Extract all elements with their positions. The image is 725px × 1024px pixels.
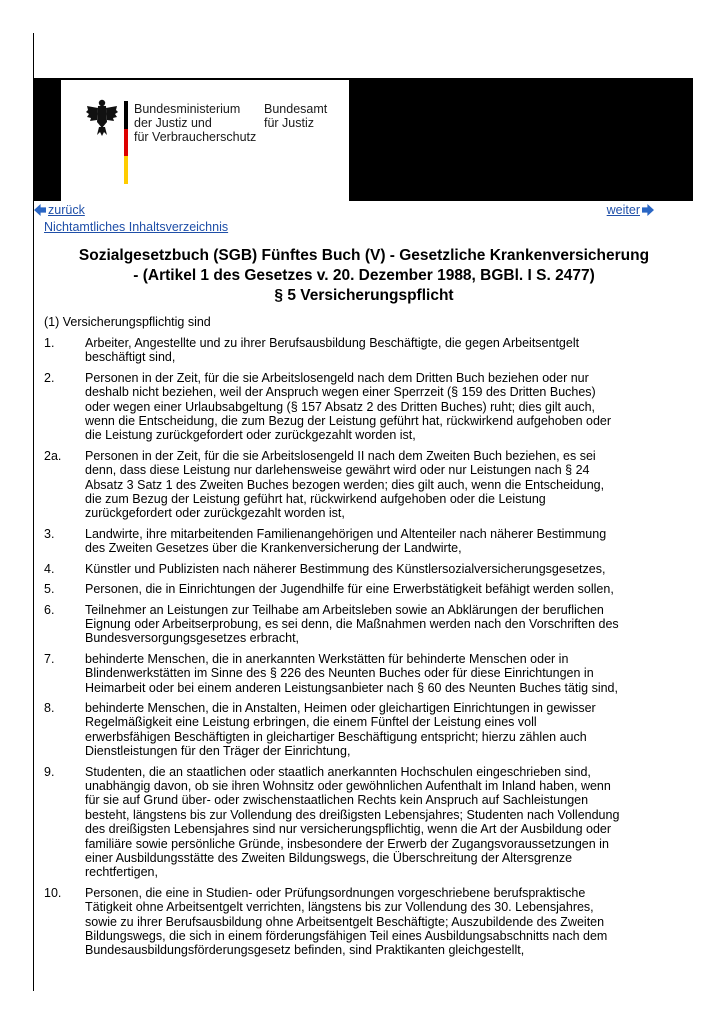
- text-line: Bundesversorgungsgesetzes erbracht,: [85, 631, 300, 646]
- text-line: Blindenwerkstätten im Sinne des § 226 des Neunten Buches oder für diese Einrichtungen in: [85, 666, 594, 681]
- list-item: [44, 701, 664, 759]
- text-line: Dienstleistungen für den Träger der Einrichtung,: [85, 744, 351, 759]
- text-line: Landwirte, ihre mitarbeitenden Familienangehörigen und Altenteiler nach näherer Bestimmung: [85, 526, 607, 541]
- text-line: deshalb nicht beziehen, weil der Anspruch wegen einer Sperrzeit (§ 159 des Dritten Buches): [85, 385, 596, 400]
- paragraph-intro: (1) Versicherungspflichtig sind: [44, 315, 211, 329]
- list-item: [44, 603, 664, 646]
- text-line: Teilnehmer an Leistungen zur Teilhabe am Arbeitsleben sowie an Abklärungen der beruflichen: [85, 602, 604, 617]
- text-line: erwerbsfähigen Beschäftigten in gleichartiger Beschäftigung entspricht; hierzu zählen auch: [85, 729, 587, 744]
- list-item-number: 2.: [44, 370, 55, 385]
- list-item-number: 7.: [44, 651, 55, 666]
- text-line: Künstler und Publizisten nach näherer Bestimmung des Künstlersozialversicherungsgesetzes,: [85, 561, 606, 576]
- list-item-text: [85, 603, 664, 646]
- text-line: behinderte Menschen, die in Anstalten, Heimen oder gleichartigen Einrichtungen in gewisser: [85, 700, 596, 715]
- page-title: [44, 246, 684, 306]
- text-line: oder wegen einer Urlaubsabgeltung (§ 157 Absatz 2 des Dritten Buches) ruht; dies gilt auch,: [85, 399, 596, 414]
- list-item-text: [85, 562, 664, 576]
- list-item-number: 8.: [44, 700, 55, 715]
- list-item-text: [85, 449, 664, 521]
- text-line: Personen, die in Einrichtungen der Jugendhilfe für eine Erwerbstätigkeit befähigt werden sollen,: [85, 582, 614, 597]
- list-item: [44, 562, 664, 576]
- back-nav[interactable]: [34, 203, 85, 217]
- text-line: die Leistung zurückgefordert oder zurückgezahlt worden ist,: [85, 428, 416, 443]
- text-line: familiäre sowie persönliche Gründe, insbesondere der Erwerb der Zugangsvoraussetzungen in: [85, 836, 609, 851]
- toc-link[interactable]: Nichtamtliches Inhaltsverzeichnis: [44, 220, 229, 234]
- back-link[interactable]: zurück: [48, 203, 85, 217]
- list-item: [44, 371, 664, 443]
- list-item: [44, 336, 664, 365]
- text-line: Arbeiter, Angestellte und zu ihrer Berufsausbildung Beschäftigte, die gegen Arbeitsentgelt: [85, 336, 580, 350]
- list-item-number: 1.: [44, 336, 55, 350]
- list-item-number: 3.: [44, 526, 55, 541]
- flag-stripe: [124, 101, 128, 184]
- next-link[interactable]: weiter: [606, 203, 640, 217]
- list-item-text: [85, 582, 664, 596]
- nav-bar: [34, 203, 654, 219]
- list-item-text: [85, 527, 664, 556]
- list-item-number: 5.: [44, 582, 55, 597]
- list-item-text: [85, 336, 664, 365]
- text-line: Bundesausbildungsförderungsgesetz befinden, sind Praktikanten gleichgestellt,: [85, 943, 525, 958]
- section-heading: § 5 Versicherungspflicht: [274, 287, 454, 304]
- flag-gold-stripe: [124, 156, 128, 184]
- ministry-line: der Justiz und: [134, 116, 212, 130]
- list-item-number: 10.: [44, 885, 62, 900]
- arrow-right-icon[interactable]: [642, 204, 654, 216]
- next-nav[interactable]: [607, 203, 654, 217]
- text-line: die zum Bezug der Leistung geführt hat, rückwirkend aufgehoben oder die Leistung: [85, 492, 546, 507]
- text-line: für sie auf Grund über- oder zwischenstaatlichen Rechts kein Anspruch auf Sachleistungen: [85, 793, 589, 808]
- text-line: Personen in der Zeit, für die sie Arbeitslosengeld nach dem Dritten Buch beziehen oder nur: [85, 370, 589, 385]
- list-item: [44, 449, 664, 521]
- text-line: Bildungswegs, die sich in einem förderungsfähigen Teil eines Ausbildungsabschnitts nach dem: [85, 929, 608, 944]
- text-line: behinderte Menschen, die in anerkannten Werkstätten für behinderte Menschen oder in: [85, 651, 569, 666]
- agency-name: [264, 102, 327, 130]
- ministry-line: für Verbraucherschutz: [134, 130, 257, 144]
- text-line: zurückgefordert oder zurückgezahlt worden ist,: [85, 506, 345, 521]
- text-line: denn, dass diese Leistung nur darlehensweise gewährt wird oder nur Leistungen nach § 24: [85, 463, 590, 478]
- title-line: Sozialgesetzbuch (SGB) Fünftes Buch (V) - Gesetzliche Krankenversicherung: [78, 247, 650, 264]
- list-item-text: [85, 371, 664, 443]
- list-item: [44, 582, 664, 596]
- agency-line: Bundesamt: [264, 102, 328, 116]
- ministry-line: Bundesministerium: [134, 102, 241, 116]
- list-item-number: 9.: [44, 764, 55, 779]
- title-line: - (Artikel 1 des Gesetzes v. 20. Dezember 1988, BGBl. I S. 2477): [133, 267, 595, 284]
- list-item-text: [85, 701, 664, 759]
- list-item-text: [85, 652, 664, 695]
- agency-line: für Justiz: [264, 116, 315, 130]
- list-item-text: [85, 886, 664, 958]
- list-item: [44, 652, 664, 695]
- text-line: des Zweiten Gesetzes über die Krankenversicherung der Landwirte,: [85, 541, 462, 556]
- ministry-logo: [61, 80, 349, 201]
- text-line: Personen in der Zeit, für die sie Arbeitslosengeld II nach dem Zweiten Buch beziehen, es sei: [85, 448, 596, 463]
- provision-list: [44, 336, 664, 964]
- text-line: einer Ausbildungsstätte des Zweiten Bildungswegs, die Überschreitung der Altersgrenze: [85, 851, 573, 865]
- list-item: [44, 527, 664, 556]
- text-line: Tätigkeit ohne Arbeitsentgelt verrichten, längstens bis zur Vollendung des 30. Lebensjahres,: [85, 900, 594, 915]
- text-line: besteht, längstens bis zur Vollendung des dreißigsten Lebensjahres; Studenten nach Vollendung: [85, 807, 620, 822]
- text-line: Regelmäßigkeit eine Leistung erbringen, die einem Fünftel der Leistung eines voll: [85, 715, 537, 730]
- text-line: Studenten, die an staatlichen oder staatlich anerkannten Hochschulen eingeschrieben sind,: [85, 764, 591, 779]
- text-line: des dreißigsten Lebensjahres sind nur versicherungspflichtig, wenn die Art der Ausbildung oder: [85, 822, 612, 837]
- text-line: Eignung oder Arbeitserprobung, es sei denn, die Maßnahmen werden nach den Vorschriften des: [85, 616, 619, 631]
- text-line: wenn die Entscheidung, die zum Bezug der Leistung geführt hat, rückwirkend aufgehoben oder: [85, 414, 612, 429]
- text-line: Absatz 3 Satz 1 des Zweiten Buches bezogen werden; dies gilt auch, wenn die Entscheidung,: [85, 477, 605, 492]
- list-item: [44, 886, 664, 958]
- list-item-number: 6.: [44, 602, 55, 617]
- text-line: unabhängig davon, ob sie ihren Wohnsitz oder gewöhnlichen Aufenthalt im Inland haben, wenn: [85, 778, 611, 793]
- federal-eagle-icon: [85, 98, 119, 138]
- list-item: [44, 765, 664, 880]
- text-line: beschäftigt sind,: [85, 350, 176, 365]
- flag-black-stripe: [124, 101, 128, 129]
- text-line: rechtfertigen,: [85, 865, 158, 880]
- list-item-text: [85, 765, 664, 880]
- list-item-number: 2a.: [44, 448, 62, 463]
- text-line: sowie zu ihrer Berufsausbildung ohne Arbeitsentgelt Beschäftigte; Auszubildende des Zweiten: [85, 914, 605, 929]
- ministry-name: [134, 102, 256, 144]
- text-line: Heimarbeit oder bei einem anderen Leistungsanbieter nach § 60 des Neunten Buches tätig sind,: [85, 680, 618, 695]
- list-item-number: 4.: [44, 561, 55, 576]
- arrow-left-icon[interactable]: [34, 204, 46, 216]
- text-line: Personen, die eine in Studien- oder Prüfungsordnungen vorgeschriebene berufspraktische: [85, 885, 586, 900]
- flag-red-stripe: [124, 129, 128, 157]
